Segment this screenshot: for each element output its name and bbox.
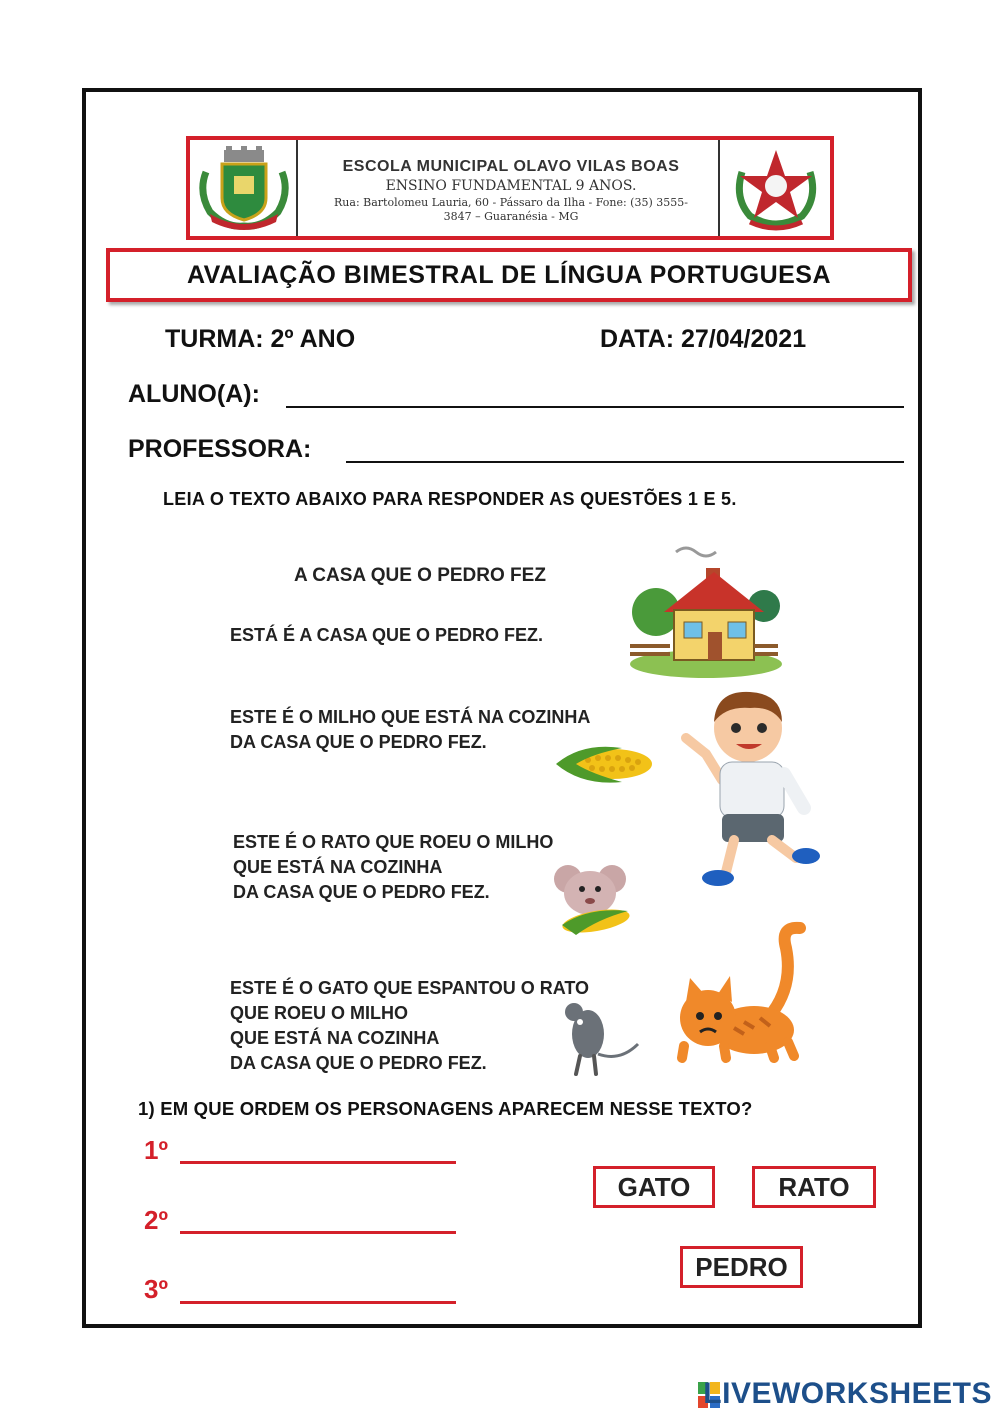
school-level: ENSINO FUNDAMENTAL 9 ANOS. [385,178,637,194]
stanza-1: ESTÁ É A CASA QUE O PEDRO FEZ. [230,625,544,645]
state-crest-icon [730,142,822,234]
teacher-label: PROFESSORA: [128,435,312,463]
ordinal-2: 2º [144,1205,168,1235]
city-crest-icon [196,142,292,234]
stanza-2: ESTE É O MILHO QUE ESTÁ NA COZINHA DA CASA QUE O PEDRO FEZ. [230,707,591,752]
answer-line-3[interactable] [180,1301,456,1304]
teacher-name-field[interactable] [346,461,904,463]
liveworksheets-brand[interactable]: LIVEWORKSHEETS [703,1377,992,1410]
class-label: TURMA: 2º ANO [165,325,356,353]
student-label: ALUNO(A): [128,380,260,408]
answer-line-1[interactable] [180,1161,456,1164]
header-divider [296,140,298,236]
question-1-text: 1) EM QUE ORDEM OS PERSONAGENS APARECEM NESSE TEXTO? [138,1098,753,1119]
story-title: A CASA QUE O PEDRO FEZ [294,565,546,586]
corn-icon [552,738,658,795]
date-label: DATA: 27/04/2021 [600,325,807,353]
option-rato-button[interactable]: RATO [752,1166,876,1208]
reading-instruction: LEIA O TEXTO ABAIXO PARA RESPONDER AS QUESTÕES 1 E 5. [163,489,737,509]
answer-line-2[interactable] [180,1231,456,1234]
ordinal-1: 1º [144,1135,168,1165]
ordinal-3: 3º [144,1274,168,1304]
stanza-3: ESTE É O RATO QUE ROEU O MILHO QUE ESTÁ NA COZINHA DA CASA QUE O PEDRO FEZ. [233,832,554,902]
exam-title: AVALIAÇÃO BIMESTRAL DE LÍNGUA PORTUGUESA [106,248,912,302]
boy-pedro-illustration-icon [676,688,826,898]
student-name-field[interactable] [286,406,904,408]
mouse-eating-corn-icon [548,855,640,948]
school-name: ESCOLA MUNICIPAL OLAVO VILAS BOAS [342,158,680,175]
option-gato-button[interactable]: GATO [593,1166,715,1208]
stanza-4: ESTE É O GATO QUE ESPANTOU O RATO QUE ROEU O MILHO QUE ESTÁ NA COZINHA DA CASA QUE O PEDRO FEZ. [230,978,590,1073]
small-mouse-icon [558,998,642,1083]
cat-illustration-icon [674,918,806,1071]
house-illustration-icon [628,542,784,683]
school-info [306,158,716,224]
school-address: Rua: Bartolomeu Lauria, 60 - Pássaro da Ilha - Fone: (35) 3555- 3847 – Guaranésia - MG [334,196,688,223]
header-divider [718,140,720,236]
option-pedro-button[interactable]: PEDRO [680,1246,803,1288]
